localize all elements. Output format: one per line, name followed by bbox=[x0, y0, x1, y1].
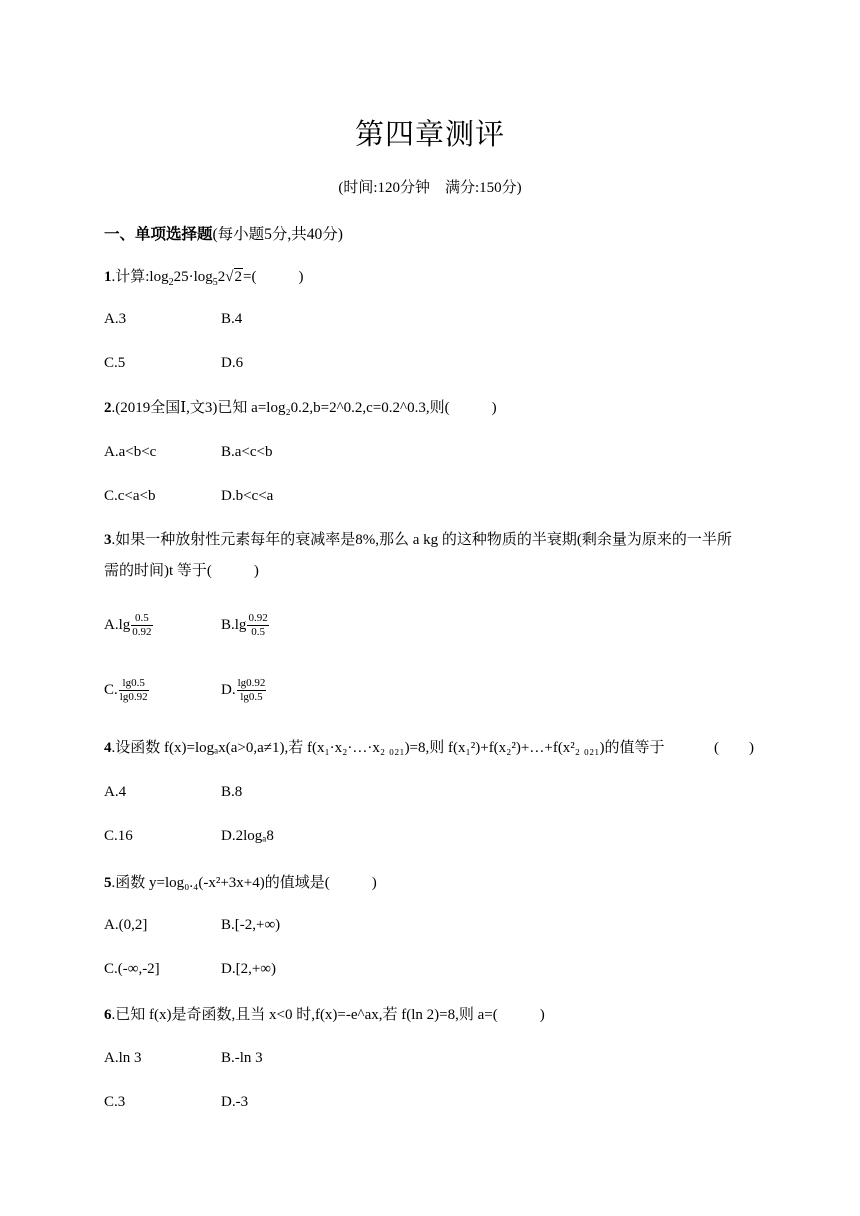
question-5: 5.函数 y=log₀.₄(-x²+3x+4)的值域是( ) bbox=[104, 875, 377, 891]
question-text: .设函数 f(x)=logₐx(a>0,a≠1),若 f(x₁·x₂·…·x₂ ₀₂₁)=8,则 f(x₁²)+f(x₂²)+…+f(x²₂ ₀₂₁)的值等于 bbox=[111, 740, 665, 756]
option-d: D.b<c<a bbox=[221, 488, 274, 504]
option-a: A.(0,2] bbox=[104, 917, 148, 933]
option-a: A.ln 3 bbox=[104, 1050, 142, 1066]
question-text-line-1: .如果一种放射性元素每年的衰减率是8%,那么 a kg 的这种物质的半衰期(剩余量为原来的一半所 bbox=[111, 532, 732, 548]
option-b: B.a<c<b bbox=[221, 444, 273, 460]
question-number: 6 bbox=[104, 1007, 112, 1023]
section-note: (每小题5分,共40分) bbox=[212, 226, 343, 243]
option-b: B.lg $\frac{0.92}{0.5}$ bbox=[221, 612, 268, 638]
option-d: D.[2,+∞) bbox=[221, 961, 276, 977]
option-b: B.[-2,+∞) bbox=[221, 917, 281, 933]
section-label: 一、单项选择题 bbox=[104, 225, 213, 243]
option-d: D.6 bbox=[221, 355, 244, 371]
option-d: D.2logₐ8 bbox=[221, 828, 274, 844]
option-a: A.a<b<c bbox=[104, 444, 157, 460]
question-3 bbox=[104, 525, 732, 555]
section-heading bbox=[104, 222, 343, 244]
option-b: B.8 bbox=[221, 784, 243, 800]
question-number: 1 bbox=[104, 269, 112, 285]
question-1: 1.计算$:\log_225\cdot\log_52√2=$( ) bbox=[104, 269, 304, 288]
option-c: C. $\frac{\lg 0.5}{\lg 0.92}$ bbox=[104, 677, 148, 703]
option-d: D. $\frac{\lg 0.92}{\lg 0.5}$ bbox=[221, 677, 266, 703]
question-text: .函数 y=log₀.₄(-x²+3x+4)的值域是( bbox=[111, 875, 330, 891]
question-number: 3 bbox=[104, 532, 112, 548]
option-a: A.lg $\frac{0.5}{0.92}$ bbox=[104, 612, 152, 638]
question-number: 2 bbox=[104, 400, 112, 416]
question-6: 6.已知 f(x)是奇函数,且当 x<0 时,f(x)=-e^ax,若 f(ln 2)=8,则 a=( ) bbox=[104, 1007, 545, 1023]
option-c: C.c<a<b bbox=[104, 488, 156, 504]
exam-info: (时间:120分钟 满分:150分) bbox=[338, 180, 522, 196]
question-4 bbox=[104, 733, 664, 763]
question-3-cont: 需的时间)t 等于( ) bbox=[104, 563, 259, 579]
question-text-line-2: 需的时间)t 等于( bbox=[104, 563, 212, 579]
question-2: 2.(2019全国Ⅰ,文3)已知 a=log₂0.2,b=2^0.2,c=0.2^0.3,则( ) bbox=[104, 400, 497, 416]
question-number: 5 bbox=[104, 875, 112, 891]
page-title: 第四章测评 bbox=[354, 117, 505, 151]
option-d: D.-3 bbox=[221, 1094, 249, 1110]
question-text: .(2019全国Ⅰ,文3)已知 a=log₂0.2,b=2^0.2,c=0.2^0.3,则( bbox=[111, 400, 450, 416]
option-b: B.4 bbox=[221, 311, 243, 327]
option-a: A.3 bbox=[104, 311, 127, 327]
option-a: A.4 bbox=[104, 784, 127, 800]
option-c: C.5 bbox=[104, 355, 126, 371]
answer-bracket: ( ) bbox=[714, 740, 754, 756]
option-c: C.(-∞,-2] bbox=[104, 961, 160, 977]
question-number: 4 bbox=[104, 740, 112, 756]
option-c: C.3 bbox=[104, 1094, 126, 1110]
question-text: .已知 f(x)是奇函数,且当 x<0 时,f(x)=-e^ax,若 f(ln 2)=8,则 a=( bbox=[111, 1007, 498, 1023]
option-b: B.-ln 3 bbox=[221, 1050, 263, 1066]
option-c: C.16 bbox=[104, 828, 133, 844]
